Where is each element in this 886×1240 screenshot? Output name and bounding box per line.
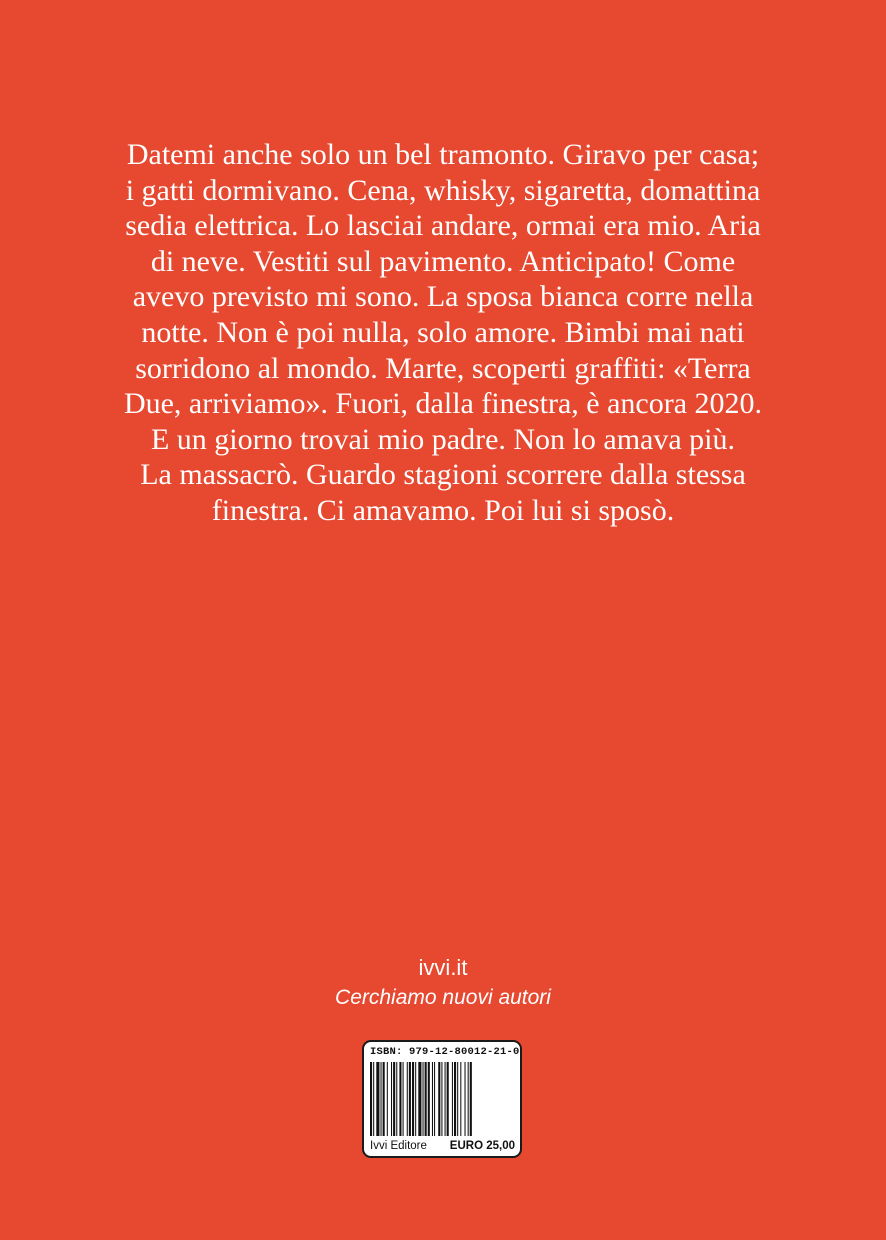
blurb-line: i gatti dormivano. Cena, whisky, sigaretta, domattina	[125, 173, 761, 207]
blurb-line: Datemi anche solo un bel tramonto. Giravo per casa;	[126, 138, 760, 171]
barcode-stripe	[428, 1062, 430, 1136]
blurb-line: di neve. Vestiti sul pavimento. Anticipato! Come	[150, 244, 736, 278]
barcode-stripe	[438, 1062, 440, 1136]
blurb-line: notte. Non è poi nulla, solo amore. Bimbi mai nati	[141, 315, 745, 349]
barcode-stripe	[418, 1062, 421, 1136]
barcode-stripe	[373, 1062, 374, 1136]
barcode-stripe	[465, 1062, 466, 1136]
barcode-stripe	[434, 1062, 435, 1136]
blurb-line: La massacrò. Guardo stagioni scorrere dalla stessa	[140, 458, 746, 492]
barcode-stripe	[423, 1062, 424, 1136]
blurb-line: sedia elettrica. Lo lasciai andare, ormai era mio. Aria	[125, 209, 761, 243]
barcode-stripe	[460, 1062, 461, 1136]
barcode-stripe	[452, 1062, 453, 1136]
barcode-stripe	[445, 1062, 446, 1136]
blurb-line: sorridono al mondo. Marte, scoperti graffiti: «Terra	[135, 351, 751, 385]
isbn-number: ISBN: 979-12-80012-21-0	[370, 1046, 520, 1058]
barcode-stripe	[425, 1062, 427, 1136]
barcode-stripe	[470, 1062, 472, 1136]
blurb-line: Due, arriviamo». Fuori, dalla finestra, è ancora 2020.	[123, 387, 763, 421]
barcode-stripe	[457, 1062, 458, 1136]
blurb-line: finestra. Ci amavamo. Poi lui si sposò.	[211, 493, 675, 527]
price-label: EURO 25,00	[449, 1140, 515, 1152]
blurb-line: avevo previsto mi sono. La sposa bianca corre nella	[132, 280, 754, 314]
back-cover-blurb	[120, 137, 766, 529]
barcode-stripe	[432, 1062, 433, 1136]
barcode-stripe	[387, 1062, 388, 1136]
barcode-stripe	[383, 1062, 385, 1136]
barcode-stripe	[454, 1062, 456, 1136]
barcode-stripe	[399, 1062, 401, 1136]
barcode-stripe	[407, 1062, 408, 1136]
blurb-line: E un giorno trovai mio padre. Non lo amava più.	[150, 422, 736, 456]
isbn-barcode-label	[362, 1040, 522, 1158]
barcode-stripe	[415, 1062, 416, 1136]
barcode-stripe	[370, 1062, 372, 1136]
publisher-name: Ivvi Editore	[370, 1140, 427, 1152]
barcode-stripe	[412, 1062, 414, 1136]
barcode-stripe	[409, 1062, 411, 1136]
barcode-stripe	[376, 1062, 379, 1136]
publisher-tagline: Cerchiamo nuovi autori	[335, 986, 551, 1009]
barcode-stripe	[468, 1062, 469, 1136]
barcode-bars	[370, 1062, 514, 1136]
barcode-stripe	[396, 1062, 397, 1136]
barcode-stripe	[403, 1062, 404, 1136]
barcode-stripe	[447, 1062, 449, 1136]
barcode-stripe	[393, 1062, 395, 1136]
barcode-stripe	[391, 1062, 392, 1136]
barcode-stripe	[381, 1062, 382, 1136]
barcode-stripe	[441, 1062, 442, 1136]
publisher-website: ivvi.it	[418, 955, 468, 980]
